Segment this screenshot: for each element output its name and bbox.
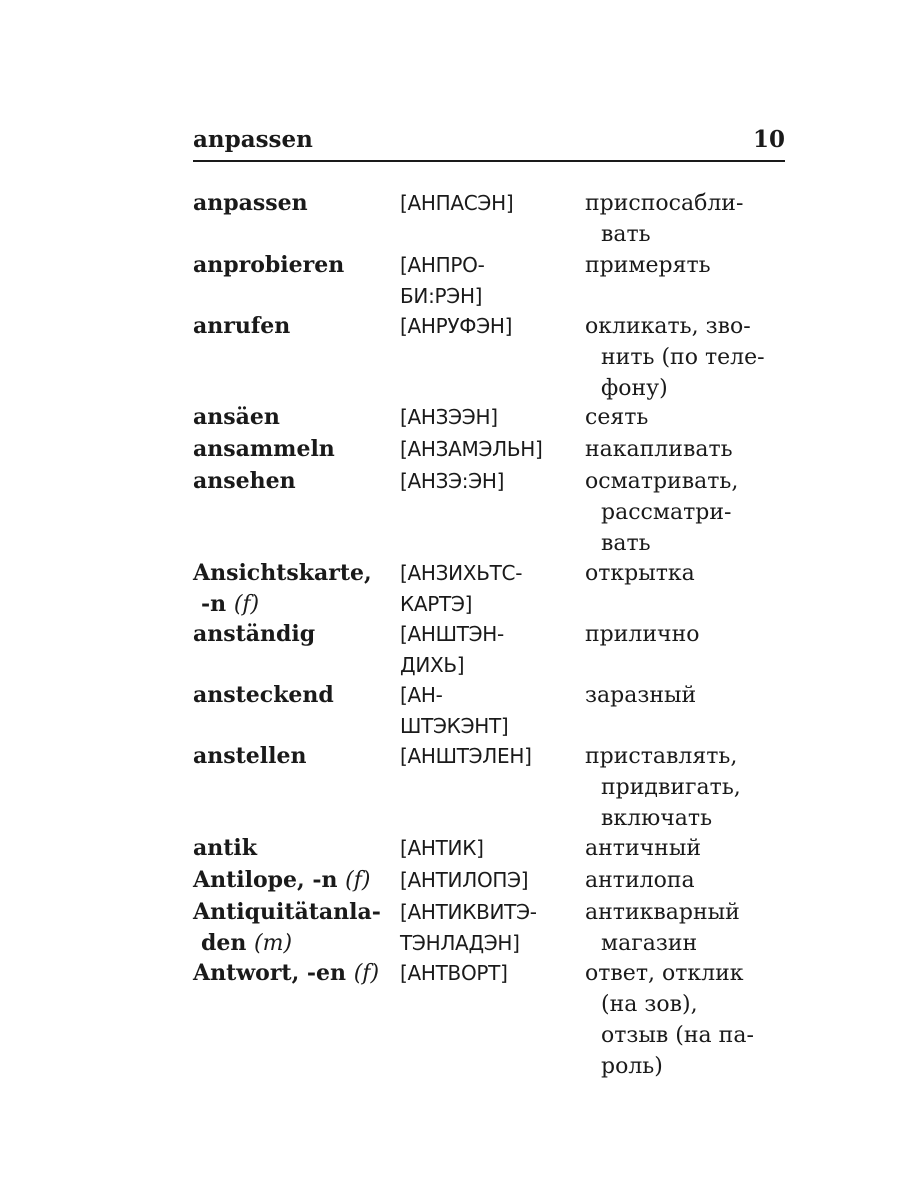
translation-line: придвигать, [601,775,741,800]
translation-line: приспосабли- [585,191,744,216]
entry-pronunciation [400,558,580,620]
translation-line: фону) [601,376,668,401]
entry-translation [585,250,785,281]
translation-line: осматривать, [585,469,739,494]
headword-line: ansteckend [193,682,334,708]
headword-line: den (m) [201,930,293,956]
headword-line: Antiquitätanla- [193,899,381,925]
entry-headword [193,865,393,896]
translation-line: (на зов), [601,992,698,1017]
translation-line: заразный [585,683,697,708]
headword-line: Antilope, -n (f) [193,867,371,893]
headword-line: -n (f) [201,591,260,617]
pronunciation-line: [АНШТЭЛЕН] [400,744,532,768]
gender-marker: (f) [345,868,371,893]
translation-line: включать [601,806,713,831]
headword-line: anprobieren [193,252,345,278]
entry-headword [193,402,393,433]
entry-translation [585,897,785,959]
translation-line: вать [601,222,651,247]
entry-translation [585,311,785,404]
pronunciation-line: [АНЗИХЬТС- [400,561,523,585]
entry-pronunciation [400,434,580,465]
gender-marker: (f) [353,961,380,986]
entry-translation [585,466,785,559]
entry-headword [193,188,393,219]
headword-line: anpassen [193,190,308,216]
pronunciation-line: [АНТИЛОПЭ] [400,868,529,892]
pronunciation-line: [АНЗЭ:ЭН] [400,469,505,493]
entry-pronunciation [400,619,580,681]
translation-line: магазин [601,931,698,956]
translation-line: приставлять, [585,744,738,769]
entry-headword [193,466,393,497]
entry-pronunciation [400,865,580,896]
entry-pronunciation [400,311,580,342]
entry-headword [193,434,393,465]
translation-line: рассматри- [601,500,732,525]
pronunciation-line: БИ:РЭН] [400,284,483,308]
translation-line: прилично [585,622,700,647]
translation-line: открытка [585,561,695,586]
entry-pronunciation [400,402,580,433]
translation-line: отзыв (на па- [601,1023,754,1048]
entry-translation [585,958,785,1082]
running-head-word: anpassen [193,126,313,153]
entry-headword [193,897,393,959]
translation-line: нить (по теле- [601,345,765,370]
translation-line: окликать, зво- [585,314,751,339]
entry-translation [585,434,785,465]
entry-translation [585,558,785,589]
translation-line: накапливать [585,437,733,462]
pronunciation-line: [АНПАСЭН] [400,191,514,215]
entry-headword [193,958,393,989]
headword-line: anständig [193,621,316,647]
entry-translation [585,865,785,896]
headword-line: anrufen [193,313,291,339]
page-number: 10 [752,126,785,153]
entry-translation [585,402,785,433]
translation-line: вать [601,531,651,556]
pronunciation-line: [АНТИКВИТЭ- [400,900,537,924]
entry-pronunciation [400,897,580,959]
pronunciation-line: [АН- [400,683,443,707]
pronunciation-line: [АНРУФЭН] [400,314,513,338]
entry-headword [193,833,393,864]
entry-pronunciation [400,741,580,772]
translation-line: античный [585,836,701,861]
entry-pronunciation [400,188,580,219]
entry-translation [585,680,785,711]
translation-line: антикварный [585,900,740,925]
headword-line: Antwort, -en (f) [193,960,380,986]
pronunciation-line: КАРТЭ] [400,592,473,616]
headword-line: anstellen [193,743,307,769]
pronunciation-line: [АНЗЭЭН] [400,405,498,429]
entry-translation [585,619,785,650]
entry-headword [193,741,393,772]
entry-pronunciation [400,833,580,864]
entry-translation [585,833,785,864]
entry-headword [193,680,393,711]
pronunciation-line: [АНШТЭН- [400,622,504,646]
translation-line: ответ, отклик [585,961,744,986]
pronunciation-line: [АНТИК] [400,836,484,860]
translation-line: примерять [585,253,711,278]
translation-line: роль) [601,1054,663,1079]
entry-translation [585,188,785,250]
pronunciation-line: [АНТВОРТ] [400,961,508,985]
entry-pronunciation [400,680,580,742]
pronunciation-line: [АНЗАМЭЛЬН] [400,437,543,461]
gender-marker: (m) [254,931,293,956]
gender-marker: (f) [233,592,260,617]
headword-line: antik [193,835,258,861]
headword-line: ansäen [193,404,280,430]
entry-headword [193,558,393,620]
entry-headword [193,619,393,650]
entry-headword [193,250,393,281]
pronunciation-line: [АНПРО- [400,253,485,277]
entry-pronunciation [400,958,580,989]
headword-line: Ansichtskarte, [193,560,372,586]
translation-line: сеять [585,405,649,430]
pronunciation-line: ШТЭКЭНТ] [400,714,509,738]
entry-pronunciation [400,466,580,497]
headword-line: ansammeln [193,436,335,462]
entry-headword [193,311,393,342]
translation-line: антилопа [585,868,695,893]
headword-line: ansehen [193,468,296,494]
pronunciation-line: ДИХЬ] [400,653,465,677]
entry-pronunciation [400,250,580,312]
entry-translation [585,741,785,834]
pronunciation-line: ТЭНЛАДЭН] [400,931,520,955]
